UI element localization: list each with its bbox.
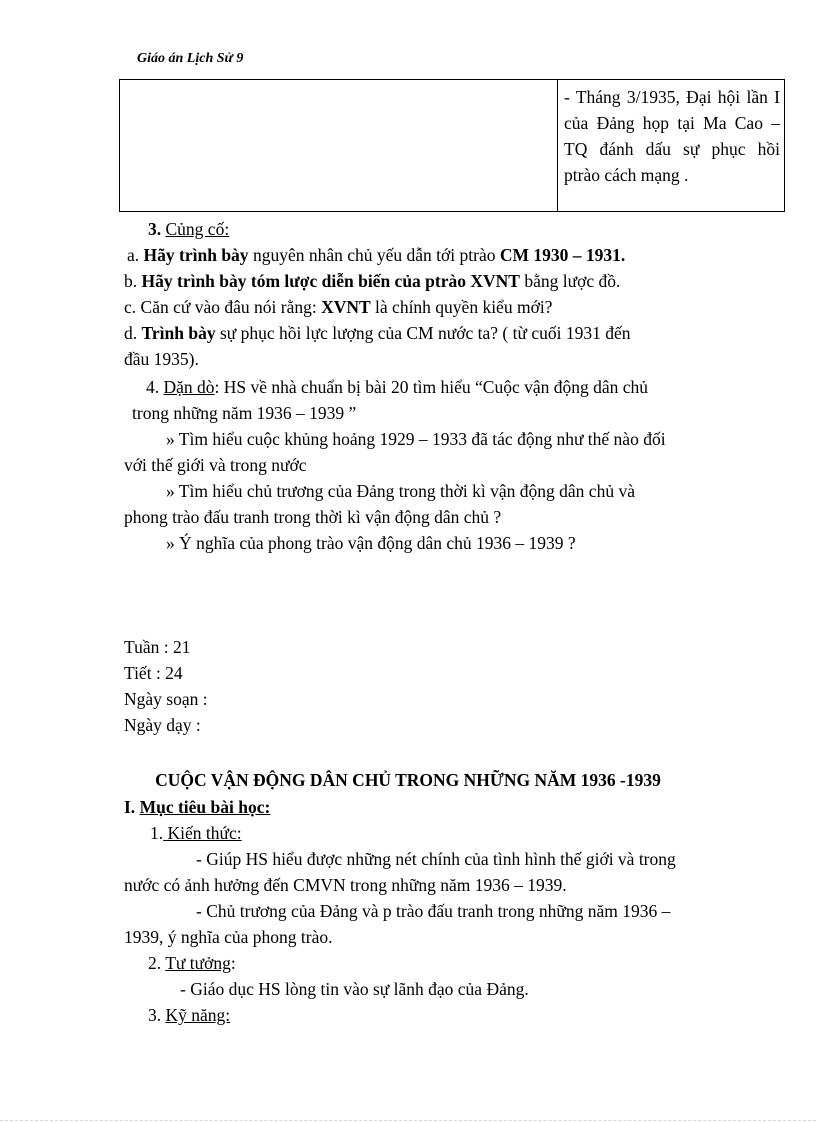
- homework-bullet-2-cont: phong trào đấu tranh trong thời kì vận động dân chủ ?: [124, 507, 502, 527]
- homework-bullet-3: » Ý nghĩa của phong trào vận động dân chủ 1936 – 1939 ?: [166, 533, 576, 553]
- knowledge-heading: 1. Kiến thức:: [150, 823, 242, 843]
- meta-period: Tiết : 24: [124, 663, 183, 683]
- consolidation-num: 3.: [148, 219, 162, 239]
- homework-line2: trong những năm 1936 – 1939 ”: [132, 403, 357, 423]
- table-right-cell: - Tháng 3/1935, Đại hội lần I của Đảng họp tại Ma Cao – TQ đánh dấu sự phục hồi ptrào cách mạng .: [564, 87, 780, 185]
- knowledge-2b: 1939, ý nghĩa của phong trào.: [124, 927, 333, 947]
- knowledge-2a: - Chủ trương của Đảng và p trào đấu tranh trong những năm 1936 –: [196, 901, 671, 921]
- knowledge-1a: - Giúp HS hiểu được những nét chính của tình hình thế giới và trong: [196, 849, 676, 869]
- question-c: c. Căn cứ vào đâu nói rằng: XVNT là chính quyền kiểu mới?: [124, 297, 553, 317]
- section-objectives: I. Mục tiêu bài học:: [124, 797, 271, 817]
- skill-heading: 3. Kỹ năng:: [148, 1005, 231, 1025]
- meta-taught-date: Ngày dạy :: [124, 715, 201, 735]
- question-b: b. Hãy trình bày tóm lược diễn biến của ptrào XVNT bằng lược đồ.: [124, 271, 621, 291]
- meta-week: Tuần : 21: [124, 637, 191, 657]
- homework-line1: 4. Dặn dò: HS về nhà chuẩn bị bài 20 tìm hiểu “Cuộc vận động dân chủ: [146, 377, 649, 397]
- question-a: a. Hãy trình bày nguyên nhân chủ yếu dẫn tới ptrào CM 1930 – 1931.: [127, 245, 626, 265]
- question-d-line1: d. Trình bày sự phục hồi lực lượng của CM nước ta? ( từ cuối 1931 đến: [124, 323, 631, 343]
- thought-text: - Giáo dục HS lòng tin vào sự lãnh đạo của Đảng.: [180, 979, 529, 999]
- homework-bullet-2: » Tìm hiểu chủ trương của Đảng trong thời kì vận động dân chủ và: [166, 481, 635, 501]
- page-header: Giáo án Lịch Sử 9: [137, 51, 244, 66]
- thought-heading: 2. Tư tưởng:: [148, 953, 236, 973]
- table-divider: [557, 80, 558, 211]
- content-table: [119, 79, 785, 212]
- question-d-line2: đầu 1935).: [124, 349, 199, 369]
- page-bottom-divider: [0, 1120, 816, 1121]
- homework-bullet-1-cont: với thế giới và trong nước: [124, 455, 307, 475]
- homework-bullet-1: » Tìm hiểu cuộc khủng hoảng 1929 – 1933 đã tác động như thế nào đối: [166, 429, 666, 449]
- consolidation-heading: [148, 218, 229, 240]
- meta-prepared-date: Ngày soạn :: [124, 689, 208, 709]
- knowledge-1b: nước có ảnh hưởng đến CMVN trong những năm 1936 – 1939.: [124, 875, 567, 895]
- consolidation-label: Củng cố:: [165, 219, 230, 239]
- lesson-title: CUỘC VẬN ĐỘNG DÂN CHỦ TRONG NHỮNG NĂM 1936 -1939: [155, 770, 661, 790]
